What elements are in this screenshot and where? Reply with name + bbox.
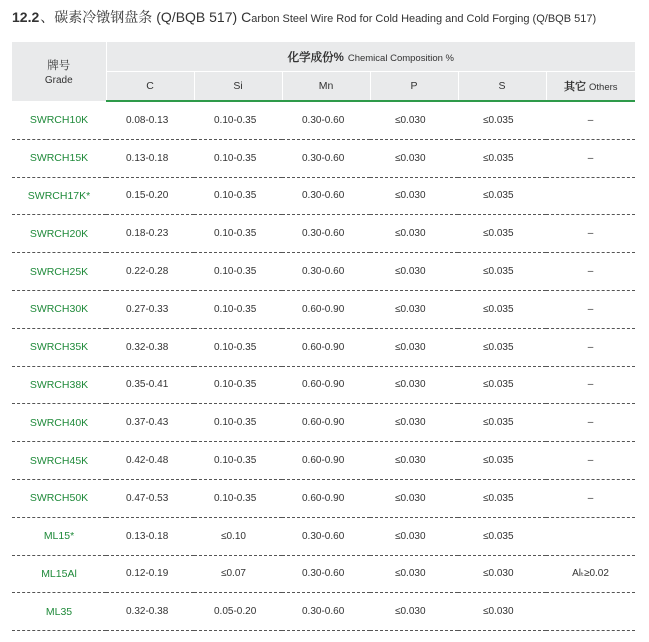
c-cell: 0.13-0.18 — [106, 517, 194, 555]
mn-cell: 0.30-0.60 — [282, 517, 370, 555]
others-cell: – — [546, 101, 635, 139]
grade-cell: SWRCH17K* — [12, 177, 106, 215]
c-cell: 0.32-0.38 — [106, 593, 194, 631]
si-cell: ≤0.10 — [194, 517, 282, 555]
p-cell: ≤0.030 — [370, 253, 458, 291]
column-header-mn: Mn — [282, 72, 370, 102]
column-header-c: C — [106, 72, 194, 102]
grade-cell: ML15* — [12, 517, 106, 555]
section-number: 12.2 — [12, 9, 40, 25]
s-cell: ≤0.035 — [458, 139, 546, 177]
mn-cell: 0.60-0.90 — [282, 442, 370, 480]
mn-cell: 0.30-0.60 — [282, 139, 370, 177]
si-cell: 0.05-0.20 — [194, 593, 282, 631]
c-cell: 0.08-0.13 — [106, 101, 194, 139]
c-cell: 0.15-0.20 — [106, 177, 194, 215]
others-cell: – — [546, 139, 635, 177]
c-cell: 0.18-0.23 — [106, 215, 194, 253]
table-row — [12, 290, 635, 328]
si-cell: 0.10-0.35 — [194, 290, 282, 328]
c-cell: 0.27-0.33 — [106, 290, 194, 328]
c-cell: 0.42-0.48 — [106, 442, 194, 480]
p-cell: ≤0.030 — [370, 215, 458, 253]
others-cell: – — [546, 215, 635, 253]
si-cell: 0.10-0.35 — [194, 101, 282, 139]
table-row — [12, 253, 635, 291]
grade-cell: SWRCH20K — [12, 215, 106, 253]
s-cell: ≤0.030 — [458, 593, 546, 631]
p-cell: ≤0.030 — [370, 442, 458, 480]
grade-cell: SWRCH30K — [12, 290, 106, 328]
p-cell: ≤0.030 — [370, 555, 458, 593]
si-cell: 0.10-0.35 — [194, 442, 282, 480]
grade-cell: SWRCH40K — [12, 404, 106, 442]
grade-header-cn: 牌号 — [47, 60, 71, 72]
mn-cell: 0.60-0.90 — [282, 479, 370, 517]
p-cell: ≤0.030 — [370, 177, 458, 215]
si-cell: 0.10-0.35 — [194, 479, 282, 517]
mn-cell: 0.30-0.60 — [282, 215, 370, 253]
s-cell: ≤0.030 — [458, 555, 546, 593]
si-cell: 0.10-0.35 — [194, 404, 282, 442]
si-cell: 0.10-0.35 — [194, 215, 282, 253]
mn-cell: 0.30-0.60 — [282, 253, 370, 291]
others-cell: – — [546, 290, 635, 328]
p-cell: ≤0.030 — [370, 290, 458, 328]
grade-header-en: Grade — [44, 75, 73, 86]
c-cell: 0.37-0.43 — [106, 404, 194, 442]
p-cell: ≤0.030 — [370, 366, 458, 404]
s-cell: ≤0.035 — [458, 404, 546, 442]
table-row — [12, 177, 635, 215]
others-header-cn: 其它 — [564, 81, 587, 93]
s-cell: ≤0.035 — [458, 215, 546, 253]
si-cell: 0.10-0.35 — [194, 328, 282, 366]
grade-cell: SWRCH25K — [12, 253, 106, 291]
s-cell: ≤0.035 — [458, 290, 546, 328]
p-cell: ≤0.030 — [370, 404, 458, 442]
grade-cell: SWRCH50K — [12, 479, 106, 517]
others-cell: – — [546, 442, 635, 480]
grade-cell: SWRCH45K — [12, 442, 106, 480]
others-cell: – — [546, 253, 635, 291]
mn-cell: 0.30-0.60 — [282, 555, 370, 593]
table-row — [12, 442, 635, 480]
si-cell: ≤0.07 — [194, 555, 282, 593]
section-title-en-rest: arbon Steel Wire Rod for Cold Heading and Cold Forging (Q/BQB 517) — [251, 13, 597, 25]
section-standard: (Q/BQB 517) — [156, 9, 238, 25]
column-header-p: P — [370, 72, 458, 102]
si-cell: 0.10-0.35 — [194, 139, 282, 177]
mn-cell: 0.30-0.60 — [282, 177, 370, 215]
si-cell: 0.10-0.35 — [194, 253, 282, 291]
c-cell: 0.35-0.41 — [106, 366, 194, 404]
chemical-composition-header — [106, 42, 635, 72]
column-header-others — [546, 72, 635, 102]
s-cell: ≤0.035 — [458, 328, 546, 366]
s-cell: ≤0.035 — [458, 517, 546, 555]
s-cell: ≤0.035 — [458, 479, 546, 517]
p-cell: ≤0.030 — [370, 517, 458, 555]
p-cell: ≤0.030 — [370, 101, 458, 139]
grade-cell: ML35 — [12, 593, 106, 631]
others-cell: – — [546, 328, 635, 366]
table-row — [12, 328, 635, 366]
column-header-si: Si — [194, 72, 282, 102]
mn-cell: 0.30-0.60 — [282, 101, 370, 139]
si-cell: 0.10-0.35 — [194, 366, 282, 404]
table-row — [12, 139, 635, 177]
p-cell: ≤0.030 — [370, 593, 458, 631]
table-row — [12, 593, 635, 631]
mn-cell: 0.60-0.90 — [282, 290, 370, 328]
p-cell: ≤0.030 — [370, 328, 458, 366]
section-title — [12, 7, 596, 27]
p-cell: ≤0.030 — [370, 479, 458, 517]
grade-cell: SWRCH15K — [12, 139, 106, 177]
s-cell: ≤0.035 — [458, 366, 546, 404]
s-cell: ≤0.035 — [458, 253, 546, 291]
mn-cell: 0.60-0.90 — [282, 328, 370, 366]
others-header-en: Others — [589, 82, 618, 93]
grade-header — [12, 42, 106, 101]
column-header-s: S — [458, 72, 546, 102]
table-row — [12, 404, 635, 442]
others-cell: – — [546, 404, 635, 442]
table-row — [12, 555, 635, 593]
c-cell: 0.32-0.38 — [106, 328, 194, 366]
others-cell: – — [546, 366, 635, 404]
s-cell: ≤0.035 — [458, 101, 546, 139]
table-row — [12, 479, 635, 517]
composition-table — [12, 42, 635, 631]
mn-cell: 0.60-0.90 — [282, 404, 370, 442]
table-row — [12, 215, 635, 253]
grade-cell: SWRCH35K — [12, 328, 106, 366]
others-cell: – — [546, 479, 635, 517]
section-title-en-cap: C — [241, 9, 252, 25]
grade-cell: ML15Al — [12, 555, 106, 593]
mn-cell: 0.30-0.60 — [282, 593, 370, 631]
s-cell: ≤0.035 — [458, 177, 546, 215]
grade-cell: SWRCH38K — [12, 366, 106, 404]
section-title-cn: 、碳素冷镦钢盘条 — [40, 9, 153, 25]
p-cell: ≤0.030 — [370, 139, 458, 177]
table-row — [12, 517, 635, 555]
chem-header-en: Chemical Composition % — [347, 52, 454, 64]
table-row — [12, 101, 635, 139]
others-cell — [546, 177, 635, 215]
grade-cell: SWRCH10K — [12, 101, 106, 139]
mn-cell: 0.60-0.90 — [282, 366, 370, 404]
section-title-en — [241, 9, 596, 25]
c-cell: 0.12-0.19 — [106, 555, 194, 593]
others-cell — [546, 517, 635, 555]
table-row — [12, 366, 635, 404]
c-cell: 0.47-0.53 — [106, 479, 194, 517]
si-cell: 0.10-0.35 — [194, 177, 282, 215]
c-cell: 0.22-0.28 — [106, 253, 194, 291]
chem-header-cn: 化学成份% — [287, 51, 344, 64]
c-cell: 0.13-0.18 — [106, 139, 194, 177]
s-cell: ≤0.035 — [458, 442, 546, 480]
others-cell: Alₜ≥0.02 — [546, 555, 635, 593]
others-cell — [546, 593, 635, 631]
